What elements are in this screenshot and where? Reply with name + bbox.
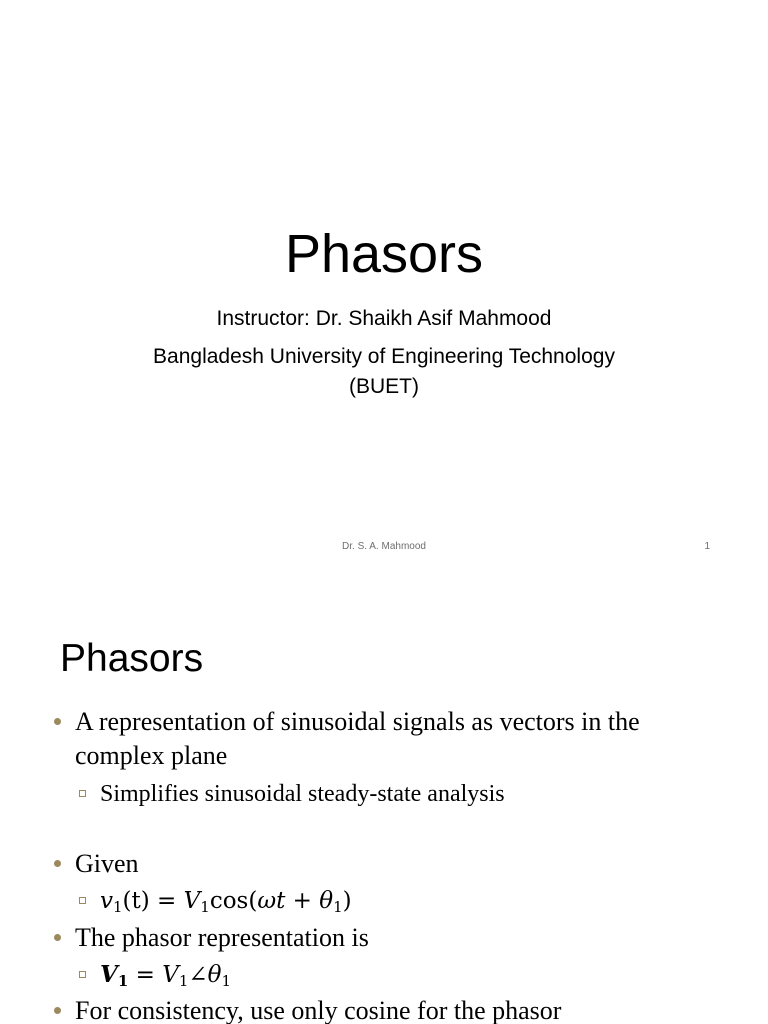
equation-time-domain: $v_1(t) = V_1\cos(\omega t + \theta_1)$ xyxy=(100,886,720,916)
bullet-square-icon xyxy=(79,790,86,797)
slide-title: Phasors xyxy=(60,637,204,680)
bullet-item: Given xyxy=(75,847,715,881)
slide-footer: Dr. S. A. Mahmood xyxy=(342,541,426,552)
bullet-dot-icon xyxy=(54,718,61,725)
page-number: 1 xyxy=(704,541,710,552)
university-abbreviation: (BUET) xyxy=(349,375,419,398)
instructor-line: Instructor: Dr. Shaikh Asif Mahmood xyxy=(216,307,552,330)
bullet-dot-icon xyxy=(54,860,61,867)
bullet-dot-icon xyxy=(54,1007,61,1014)
bullet-square-icon xyxy=(79,897,86,904)
university-line: Bangladesh University of Engineering Technology xyxy=(153,345,615,368)
equation-phasor: $V_1$ = $V_1\angle\theta_1$ xyxy=(100,960,720,990)
sub-bullet-item: Simplifies sinusoidal steady-state analysis xyxy=(100,779,720,809)
bullet-item: The phasor representation is xyxy=(75,921,715,955)
bullet-square-icon xyxy=(79,971,86,978)
bullet-item: For consistency, use only cosine for the phasor xyxy=(75,994,715,1024)
bullet-dot-icon xyxy=(54,934,61,941)
content-slide xyxy=(0,576,768,1024)
bullet-item: A representation of sinusoidal signals as vectors in the complex plane xyxy=(75,705,715,773)
slide-title: Phasors xyxy=(284,224,484,284)
